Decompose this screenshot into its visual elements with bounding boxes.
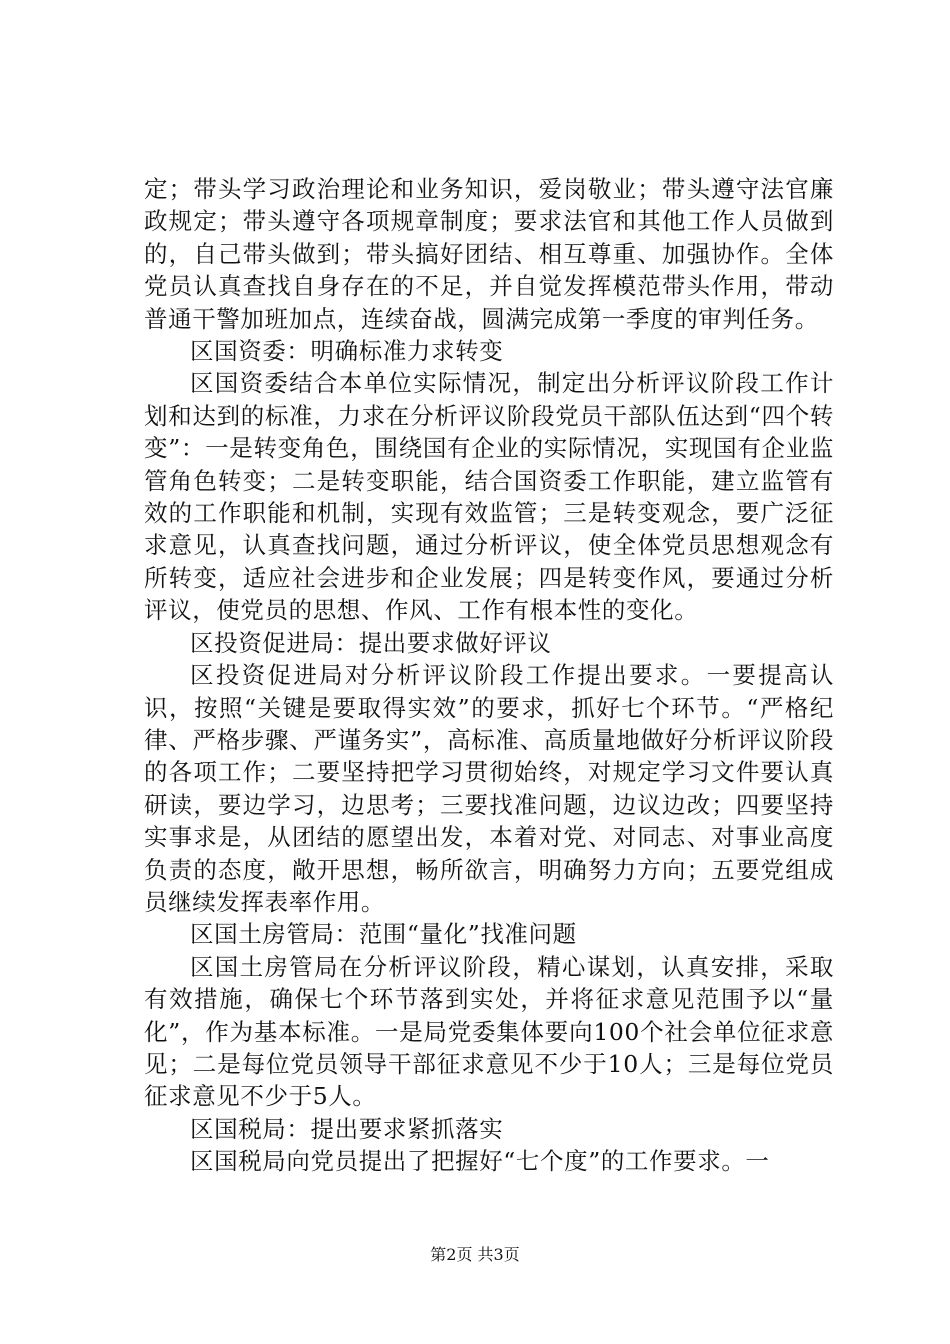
section-heading-touzicujin: 区投资促进局：提出要求做好评议: [190, 628, 552, 657]
paragraph-guotufangguan: 区国土房管局在分析评议阶段，精心谋划，认真安排，采取有效措施，确保七个环节落到实处，并将征求意见范围予以“量化”，作为基本标准。一是局党委集体要向100个社会单位征求意见；二是每位党员领导干部征求意见不少于10人；三是每位党员征求意见不少于5人。: [144, 952, 834, 1111]
section-heading-guoziwei: 区国资委：明确标准力求转变: [190, 337, 504, 366]
paragraph-touzicujin: 区投资促进局对分析评议阶段工作提出要求。一要提高认识，按照“关键是要取得实效”的要求，抓好七个环节。“严格纪律、严格步骤、严谨务实”，高标准、高质量地做好分析评议阶段的各项工作；二要坚持把学习贯彻始终，对规定学习文件要认真研读，要边学习，边思考；三要找准问题，边议边改；四要坚持实事求是，从团结的愿望出发，本着对党、对同志、对事业高度负责的态度，敞开思想，畅所欲言，明确努力方向；五要党组成员继续发挥表率作用。: [144, 661, 834, 916]
paragraph-guoshui: 区国税局向党员提出了把握好“七个度”的工作要求。一: [190, 1147, 770, 1176]
paragraph-guoziwei: 区国资委结合本单位实际情况，制定出分析评议阶段工作计划和达到的标准，力求在分析评议阶段党员干部队伍达到“四个转变”：一是转变角色，围绕国有企业的实际情况，实现国有企业监管角色转变；二是转变职能，结合国资委工作职能，建立监管有效的工作职能和机制，实现有效监管；三是转变观念，要广泛征求意见，认真查找问题，通过分析评议，使全体党员思想观念有所转变，适应社会进步和企业发展；四是转变作风，要通过分析评议，使党员的思想、作风、工作有根本性的变化。: [144, 369, 834, 625]
section-heading-guotufangguan: 区国土房管局：范围“量化”找准问题: [190, 920, 577, 949]
page-footer: 第2页 共3页: [430, 1245, 520, 1264]
section-heading-guoshui: 区国税局：提出要求紧抓落实: [190, 1114, 504, 1143]
document-body: [144, 173, 834, 1178]
paragraph-1: 定；带头学习政治理论和业务知识，爱岗敬业；带头遵守法官廉政规定；带头遵守各项规章制度；要求法官和其他工作人员做到的，自己带头做到；带头搞好团结、相互尊重、加强协作。全体党员认真查找自身存在的不足，并自觉发挥模范带头作用，带动普通干警加班加点，连续奋战，圆满完成第一季度的审判任务。: [144, 175, 834, 333]
